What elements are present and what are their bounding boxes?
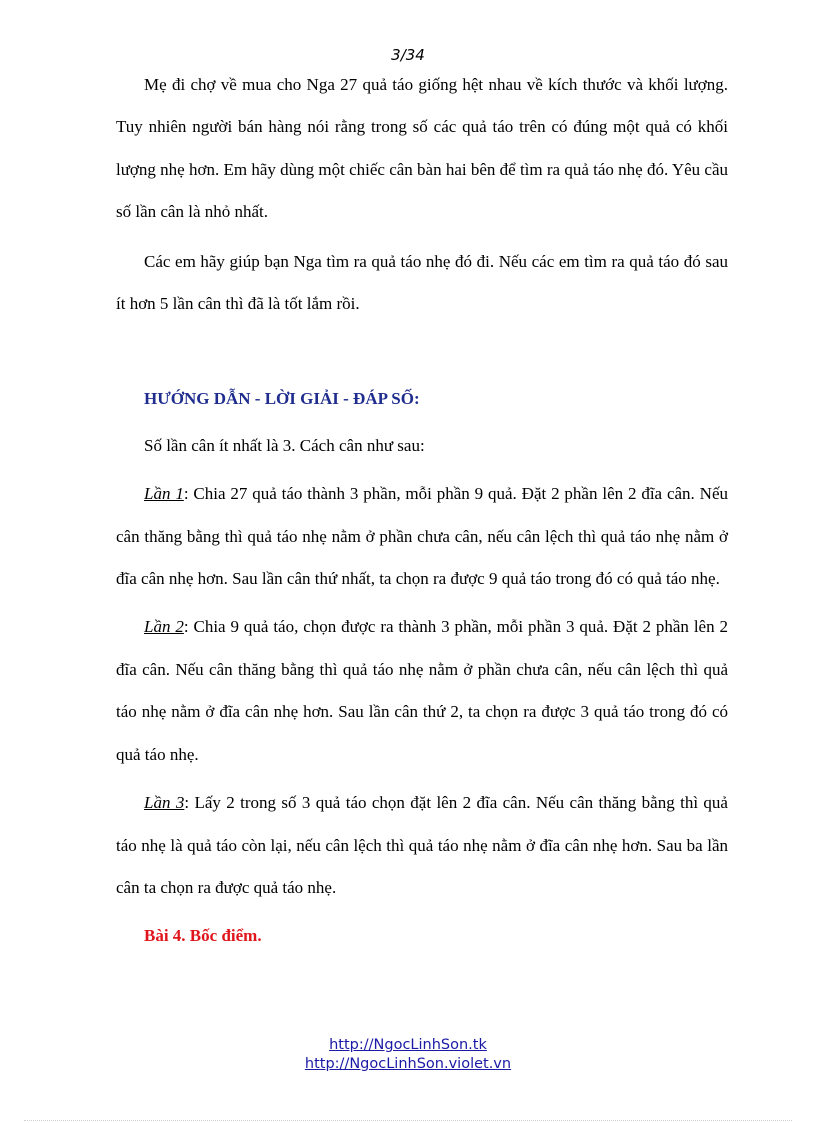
step-3-label: Lần 3 bbox=[144, 793, 185, 813]
step-2-text: : Chia 9 quả táo, chọn được ra thành 3 phần, mỗi phần 3 quả. Đặt 2 phần lên 2 đĩa cân. Nếu cân thăng bằng thì quả táo nhẹ nằm ở phần chưa cân, nếu cân lệch thì quả táo nhẹ nằm ở đĩa cân nhẹ hơn. Sau lần cân thứ 2, ta chọn ra được 3 quả táo trong đó có quả táo nhẹ. bbox=[116, 617, 728, 764]
next-problem-title: Bài 4. Bốc điểm. bbox=[144, 926, 262, 946]
footer-link-tk[interactable]: http://NgocLinhSon.tk bbox=[329, 1037, 487, 1053]
step-3-paragraph bbox=[116, 782, 728, 909]
problem-paragraph: Mẹ đi chợ về mua cho Nga 27 quả táo giống hệt nhau về kích thước và khối lượng. Tuy nhiên người bán hàng nói rằng trong số các quả táo trên có đúng một quả có khối lượng nhẹ hơn. Em hãy dùng một chiếc cân bàn hai bên để tìm ra quả táo nhẹ đó. Yêu cầu số lần cân là nhỏ nhất. bbox=[116, 75, 728, 222]
page-body bbox=[116, 64, 728, 958]
solution-heading: HƯỚNG DẪN - LỜI GIẢI - ĐÁP SỐ: bbox=[144, 389, 420, 409]
footer-link-violet[interactable]: http://NgocLinhSon.violet.vn bbox=[304, 1056, 512, 1072]
step-1-label: Lần 1 bbox=[144, 484, 184, 504]
step-3-text: : Lấy 2 trong số 3 quả táo chọn đặt lên 2 đĩa cân. Nếu cân thăng bằng thì quả táo nhẹ là quả táo còn lại, nếu cân lệch thì quả táo nhẹ nằm ở đĩa cân nhẹ hơn. Sau ba lần cân ta chọn ra được quả táo nhẹ. bbox=[116, 793, 728, 897]
solution-intro: Số lần cân ít nhất là 3. Cách cân như sau: bbox=[144, 435, 425, 455]
page-bottom-divider bbox=[24, 1120, 792, 1121]
encouragement-paragraph: Các em hãy giúp bạn Nga tìm ra quả táo nhẹ đó đi. Nếu các em tìm ra quả táo đó sau ít hơn 5 lần cân thì đã là tốt lắm rồi. bbox=[116, 251, 728, 314]
footer-links bbox=[0, 1036, 816, 1074]
page-number: 3/34 bbox=[391, 46, 425, 64]
step-1-paragraph bbox=[116, 473, 728, 600]
step-1-text: : Chia 27 quả táo thành 3 phần, mỗi phần 9 quả. Đặt 2 phần lên 2 đĩa cân. Nếu cân thăng bằng thì quả táo nhẹ nằm ở phần chưa cân, nếu cân lệch thì quả táo nhẹ nằm ở đĩa cân nhẹ hơn. Sau lần cân thứ nhất, ta chọn ra được 9 quả táo trong đó có quả táo nhẹ. bbox=[116, 484, 728, 589]
step-2-label: Lần 2 bbox=[144, 617, 184, 637]
step-2-paragraph bbox=[116, 606, 728, 776]
